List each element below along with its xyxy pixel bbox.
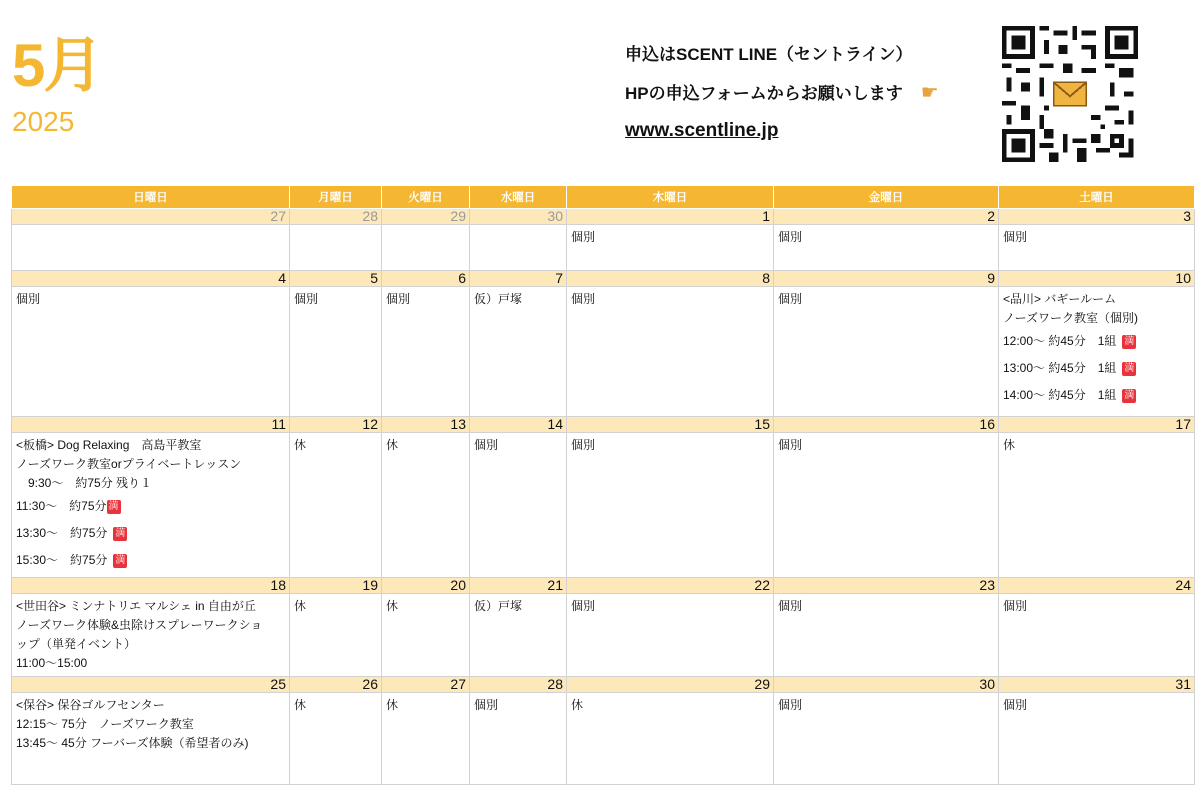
day-cell <box>567 287 774 417</box>
day-cell <box>774 594 999 677</box>
date-number: 19 <box>290 578 382 594</box>
day-cell <box>290 594 382 677</box>
event-text: <保谷> 保谷ゴルフセンター <box>16 698 165 712</box>
booking-line-1: 申込はSCENT LINE（セントライン） <box>625 45 913 64</box>
event-text: 休 <box>386 438 399 452</box>
date-row <box>12 578 1195 594</box>
date-number: 17 <box>999 417 1195 433</box>
qr-code-icon <box>1002 26 1138 162</box>
day-cell <box>470 594 567 677</box>
event-text: 仮）戸塚 <box>474 599 523 613</box>
event-text: 個別 <box>294 292 319 306</box>
day-cell <box>567 594 774 677</box>
date-number: 22 <box>567 578 774 594</box>
date-row <box>12 677 1195 693</box>
day-cell <box>470 433 567 578</box>
full-badge-icon: 満 <box>115 527 126 539</box>
event-text: 個別 <box>571 230 596 244</box>
event-text: <品川> バギールーム <box>1003 292 1117 306</box>
year-label: 2025 <box>12 106 75 137</box>
event-text: ノーズワーク教室（個別) <box>1003 311 1139 325</box>
day-cell <box>290 433 382 578</box>
date-number: 11 <box>12 417 290 433</box>
event-text: 休 <box>294 698 307 712</box>
day-cell <box>999 287 1195 417</box>
event-text: 個別 <box>778 292 803 306</box>
date-number: 15 <box>567 417 774 433</box>
date-number: 10 <box>999 271 1195 287</box>
event-row <box>12 433 1195 578</box>
event-text: 個別 <box>778 698 803 712</box>
date-number: 25 <box>12 677 290 693</box>
weekday-tue: 火曜日 <box>382 186 470 209</box>
weekday-mon: 月曜日 <box>290 186 382 209</box>
website-link[interactable]: www.scentline.jp <box>625 120 779 141</box>
day-cell <box>470 693 567 785</box>
date-number: 3 <box>999 209 1195 225</box>
time-slot <box>16 547 285 574</box>
day-cell <box>999 693 1195 785</box>
event-text: 個別 <box>474 438 499 452</box>
event-text: 休 <box>571 698 584 712</box>
date-number: 1 <box>567 209 774 225</box>
date-number: 27 <box>382 677 470 693</box>
date-row <box>12 417 1195 433</box>
date-number: 13 <box>382 417 470 433</box>
day-cell <box>12 225 290 271</box>
event-row <box>12 287 1195 417</box>
event-text: 個別 <box>571 292 596 306</box>
day-cell <box>774 225 999 271</box>
date-number: 8 <box>567 271 774 287</box>
date-number: 7 <box>470 271 567 287</box>
event-text: 個別 <box>1003 698 1028 712</box>
day-cell <box>382 594 470 677</box>
event-text: 仮）戸塚 <box>474 292 523 306</box>
weekday-sun: 日曜日 <box>12 186 290 209</box>
full-badge-icon: 満 <box>1124 362 1135 374</box>
time-slot <box>1003 328 1190 355</box>
date-number: 18 <box>12 578 290 594</box>
event-text: 休 <box>294 599 307 613</box>
day-cell <box>382 225 470 271</box>
slot-time: 11:30〜 約75分 <box>16 499 107 513</box>
date-number: 27 <box>12 209 290 225</box>
event-row <box>12 693 1195 785</box>
day-cell <box>567 693 774 785</box>
event-text: 個別 <box>571 438 596 452</box>
date-number: 28 <box>290 209 382 225</box>
booking-info <box>625 42 939 156</box>
event-text: 9:30〜 約75分 残り１ <box>16 476 153 490</box>
date-number: 30 <box>774 677 999 693</box>
event-text: 休 <box>294 438 307 452</box>
day-cell <box>470 287 567 417</box>
time-slot <box>16 493 285 520</box>
date-number: 21 <box>470 578 567 594</box>
event-text: ノーズワーク教室orプライベートレッスン <box>16 457 242 471</box>
slot-time: 13:00〜 約45分 1組 <box>1003 361 1117 375</box>
event-text: 12:15〜 75分 ノーズワーク教室 <box>16 717 194 731</box>
pointing-hand-icon: ☛ <box>920 82 939 104</box>
weekday-sat: 土曜日 <box>999 186 1195 209</box>
weekday-fri: 金曜日 <box>774 186 999 209</box>
event-text: 個別 <box>1003 599 1028 613</box>
event-text: 個別 <box>571 599 596 613</box>
date-number: 24 <box>999 578 1195 594</box>
day-cell <box>382 287 470 417</box>
day-cell <box>567 225 774 271</box>
weekday-wed: 水曜日 <box>470 186 567 209</box>
event-text: <板橋> Dog Relaxing 高島平教室 <box>16 438 202 452</box>
weekday-thu: 木曜日 <box>567 186 774 209</box>
event-text: 個別 <box>386 292 411 306</box>
event-text: 休 <box>386 599 399 613</box>
full-badge-icon: 満 <box>115 554 126 566</box>
day-cell <box>567 433 774 578</box>
day-cell <box>999 433 1195 578</box>
event-text: 13:45〜 45分 フーバーズ体験（希望者のみ) <box>16 736 249 750</box>
event-row <box>12 225 1195 271</box>
weekday-header <box>12 186 1195 209</box>
time-slot <box>1003 355 1190 382</box>
event-text: 個別 <box>778 438 803 452</box>
event-text: 休 <box>1003 438 1016 452</box>
day-cell <box>12 433 290 578</box>
full-badge-icon: 満 <box>108 500 119 512</box>
day-cell <box>999 594 1195 677</box>
full-badge-icon: 満 <box>1124 335 1135 347</box>
day-cell <box>12 693 290 785</box>
date-number: 20 <box>382 578 470 594</box>
time-slot <box>16 520 285 547</box>
event-text: ノーズワーク体験&虫除けスプレーワークショ <box>16 618 263 632</box>
day-cell <box>774 287 999 417</box>
event-text: <世田谷> ミンナトリエ マルシェ in 自由が丘 <box>16 599 256 613</box>
slot-time: 14:00〜 約45分 1組 <box>1003 388 1117 402</box>
date-number: 29 <box>567 677 774 693</box>
day-cell <box>290 225 382 271</box>
date-number: 9 <box>774 271 999 287</box>
date-number: 31 <box>999 677 1195 693</box>
event-text: ップ（単発イベント） <box>16 637 137 651</box>
date-number: 12 <box>290 417 382 433</box>
event-text: 個別 <box>1003 230 1028 244</box>
date-number: 26 <box>290 677 382 693</box>
day-cell <box>382 433 470 578</box>
booking-line-2-row <box>625 80 939 118</box>
event-text: 個別 <box>778 599 803 613</box>
booking-line-2: HPの申込フォームからお願いします <box>625 84 903 103</box>
date-row <box>12 209 1195 225</box>
date-number: 4 <box>12 271 290 287</box>
day-cell <box>382 693 470 785</box>
month-title: 5月 <box>12 32 102 99</box>
day-cell <box>470 225 567 271</box>
date-number: 6 <box>382 271 470 287</box>
date-number: 5 <box>290 271 382 287</box>
event-row <box>12 594 1195 677</box>
time-slot <box>1003 382 1190 409</box>
day-cell <box>999 225 1195 271</box>
date-number: 30 <box>470 209 567 225</box>
full-badge-icon: 満 <box>1124 389 1135 401</box>
date-row <box>12 271 1195 287</box>
slot-time: 15:30〜 約75分 <box>16 553 108 567</box>
day-cell <box>774 433 999 578</box>
event-text: 休 <box>386 698 399 712</box>
slot-time: 13:30〜 約75分 <box>16 526 108 540</box>
date-number: 23 <box>774 578 999 594</box>
event-text: 個別 <box>778 230 803 244</box>
date-number: 29 <box>382 209 470 225</box>
slot-time: 12:00〜 約45分 1組 <box>1003 334 1117 348</box>
date-number: 2 <box>774 209 999 225</box>
date-number: 28 <box>470 677 567 693</box>
day-cell <box>290 693 382 785</box>
day-cell <box>290 287 382 417</box>
event-text: 11:00〜15:00 <box>16 656 88 670</box>
calendar-grid <box>11 185 1195 785</box>
event-text: 個別 <box>474 698 499 712</box>
day-cell <box>12 594 290 677</box>
date-number: 16 <box>774 417 999 433</box>
day-cell <box>12 287 290 417</box>
date-number: 14 <box>470 417 567 433</box>
event-text: 個別 <box>16 292 41 306</box>
day-cell <box>774 693 999 785</box>
